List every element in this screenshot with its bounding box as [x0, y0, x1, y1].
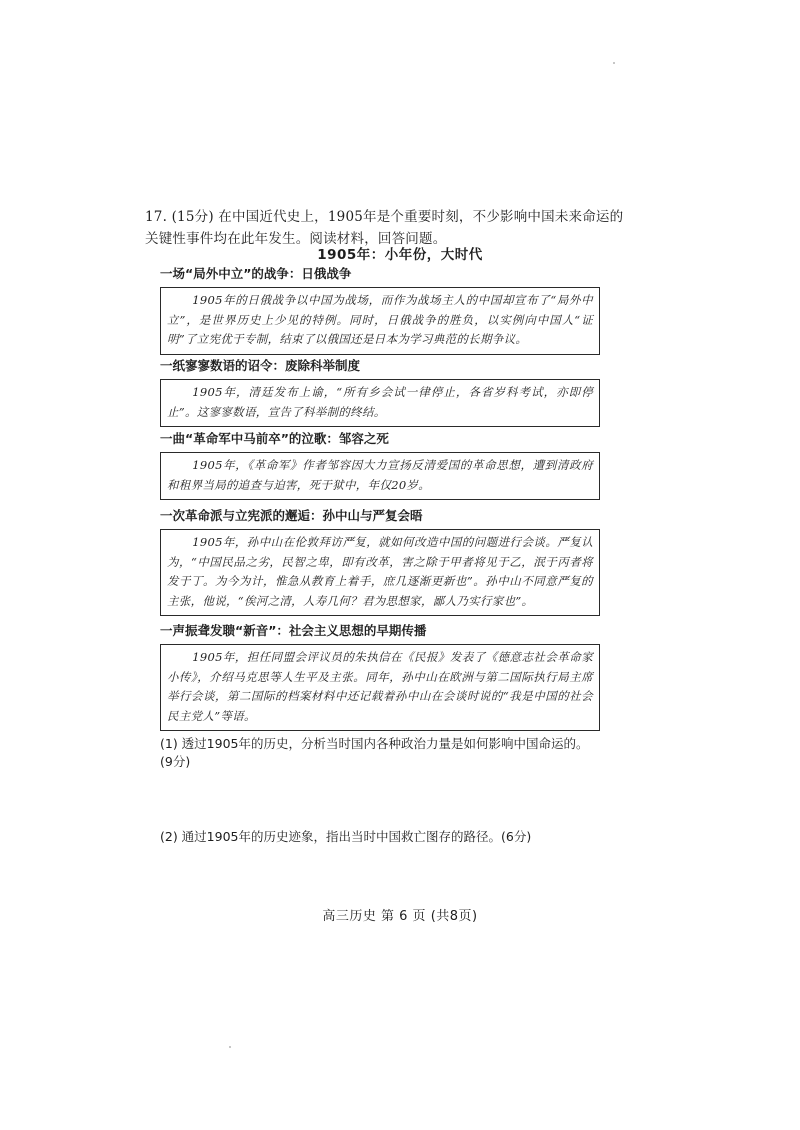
- section-heading: 一纸寥寥数语的诏令：废除科举制度: [160, 358, 361, 373]
- material-box: [160, 644, 600, 731]
- scan-speck: [229, 1046, 231, 1048]
- section-zou-rong: [160, 430, 600, 500]
- material-box: [160, 452, 600, 500]
- section-socialism: [160, 622, 600, 731]
- section-heading: 一声振聋发聩“新音”：社会主义思想的早期传播: [160, 623, 427, 638]
- scan-speck: [613, 62, 615, 64]
- material-text: 1905年的日俄战争以中国为战场，而作为战场主人的中国却宣布了“局外中立”，是世界历史上少见的特例。同时，日俄战争的胜负，以实例向中国人“证明”了立宪优于专制，结束了以俄国还是日本为学习典范的长期争议。: [167, 293, 593, 346]
- material-box: [160, 287, 600, 355]
- material-title: 1905年：小年份，大时代: [317, 247, 483, 263]
- question-number: 17.: [145, 209, 168, 225]
- sub-question-1: (1) 透过1905年的历史，分析当时国内各种政治力量是如何影响中国命运的。(9分): [160, 736, 589, 769]
- sub-question-2: (2) 通过1905年的历史迹象，指出当时中国救亡图存的路径。(6分): [160, 829, 532, 844]
- material-text: 1905年，孙中山在伦敦拜访严复，就如何改造中国的问题进行会谈。严复认为，“中国民品之劣，民智之卑，即有改革，害之除于甲者将见于乙，泯于丙者将发于丁。为今为计，惟急从教育上着手，庶几逐渐更新也”。孙中山不同意严复的主张，他说，“俟河之清，人寿几何？君为思想家，鄙人乃实行家也”。: [167, 535, 593, 608]
- material-text: 1905年，清廷发布上谕，“所有乡会试一律停止，各省岁科考试，亦即停止”。这寥寥数语，宣告了科举制的终结。: [167, 385, 593, 419]
- section-sun-yan-meeting: [160, 507, 600, 616]
- section-heading: 一曲“革命军中马前卒”的泣歌：邹容之死: [160, 431, 389, 446]
- material-box: [160, 529, 600, 616]
- page-footer: 高三历史 第 6 页 (共8页): [322, 909, 478, 924]
- section-russo-japanese-war: [160, 265, 600, 355]
- question-intro-text: (15分) 在中国近代史上，1905年是个重要时刻，不少影响中国未来命运的关键性事件均在此年发生。阅读材料，回答问题。: [145, 209, 624, 247]
- material-box: [160, 379, 600, 427]
- section-heading: 一场“局外中立”的战争：日俄战争: [160, 266, 352, 281]
- material-text: 1905年，《革命军》作者邹容因大力宣扬反清爱国的革命思想，遭到清政府和租界当局的追查与迫害，死于狱中，年仅20岁。: [167, 458, 593, 492]
- section-abolish-keju: [160, 357, 600, 427]
- section-heading: 一次革命派与立宪派的邂逅：孙中山与严复会晤: [160, 508, 423, 523]
- material-text: 1905年，担任同盟会评议员的朱执信在《民报》发表了《德意志社会革命家小传》，介绍马克思等人生平及主张。同年，孙中山在欧洲与第二国际执行局主席举行会谈，第二国际的档案材料中还记载着孙中山在会谈时说的“我是中国的社会民主党人”等语。: [167, 650, 593, 723]
